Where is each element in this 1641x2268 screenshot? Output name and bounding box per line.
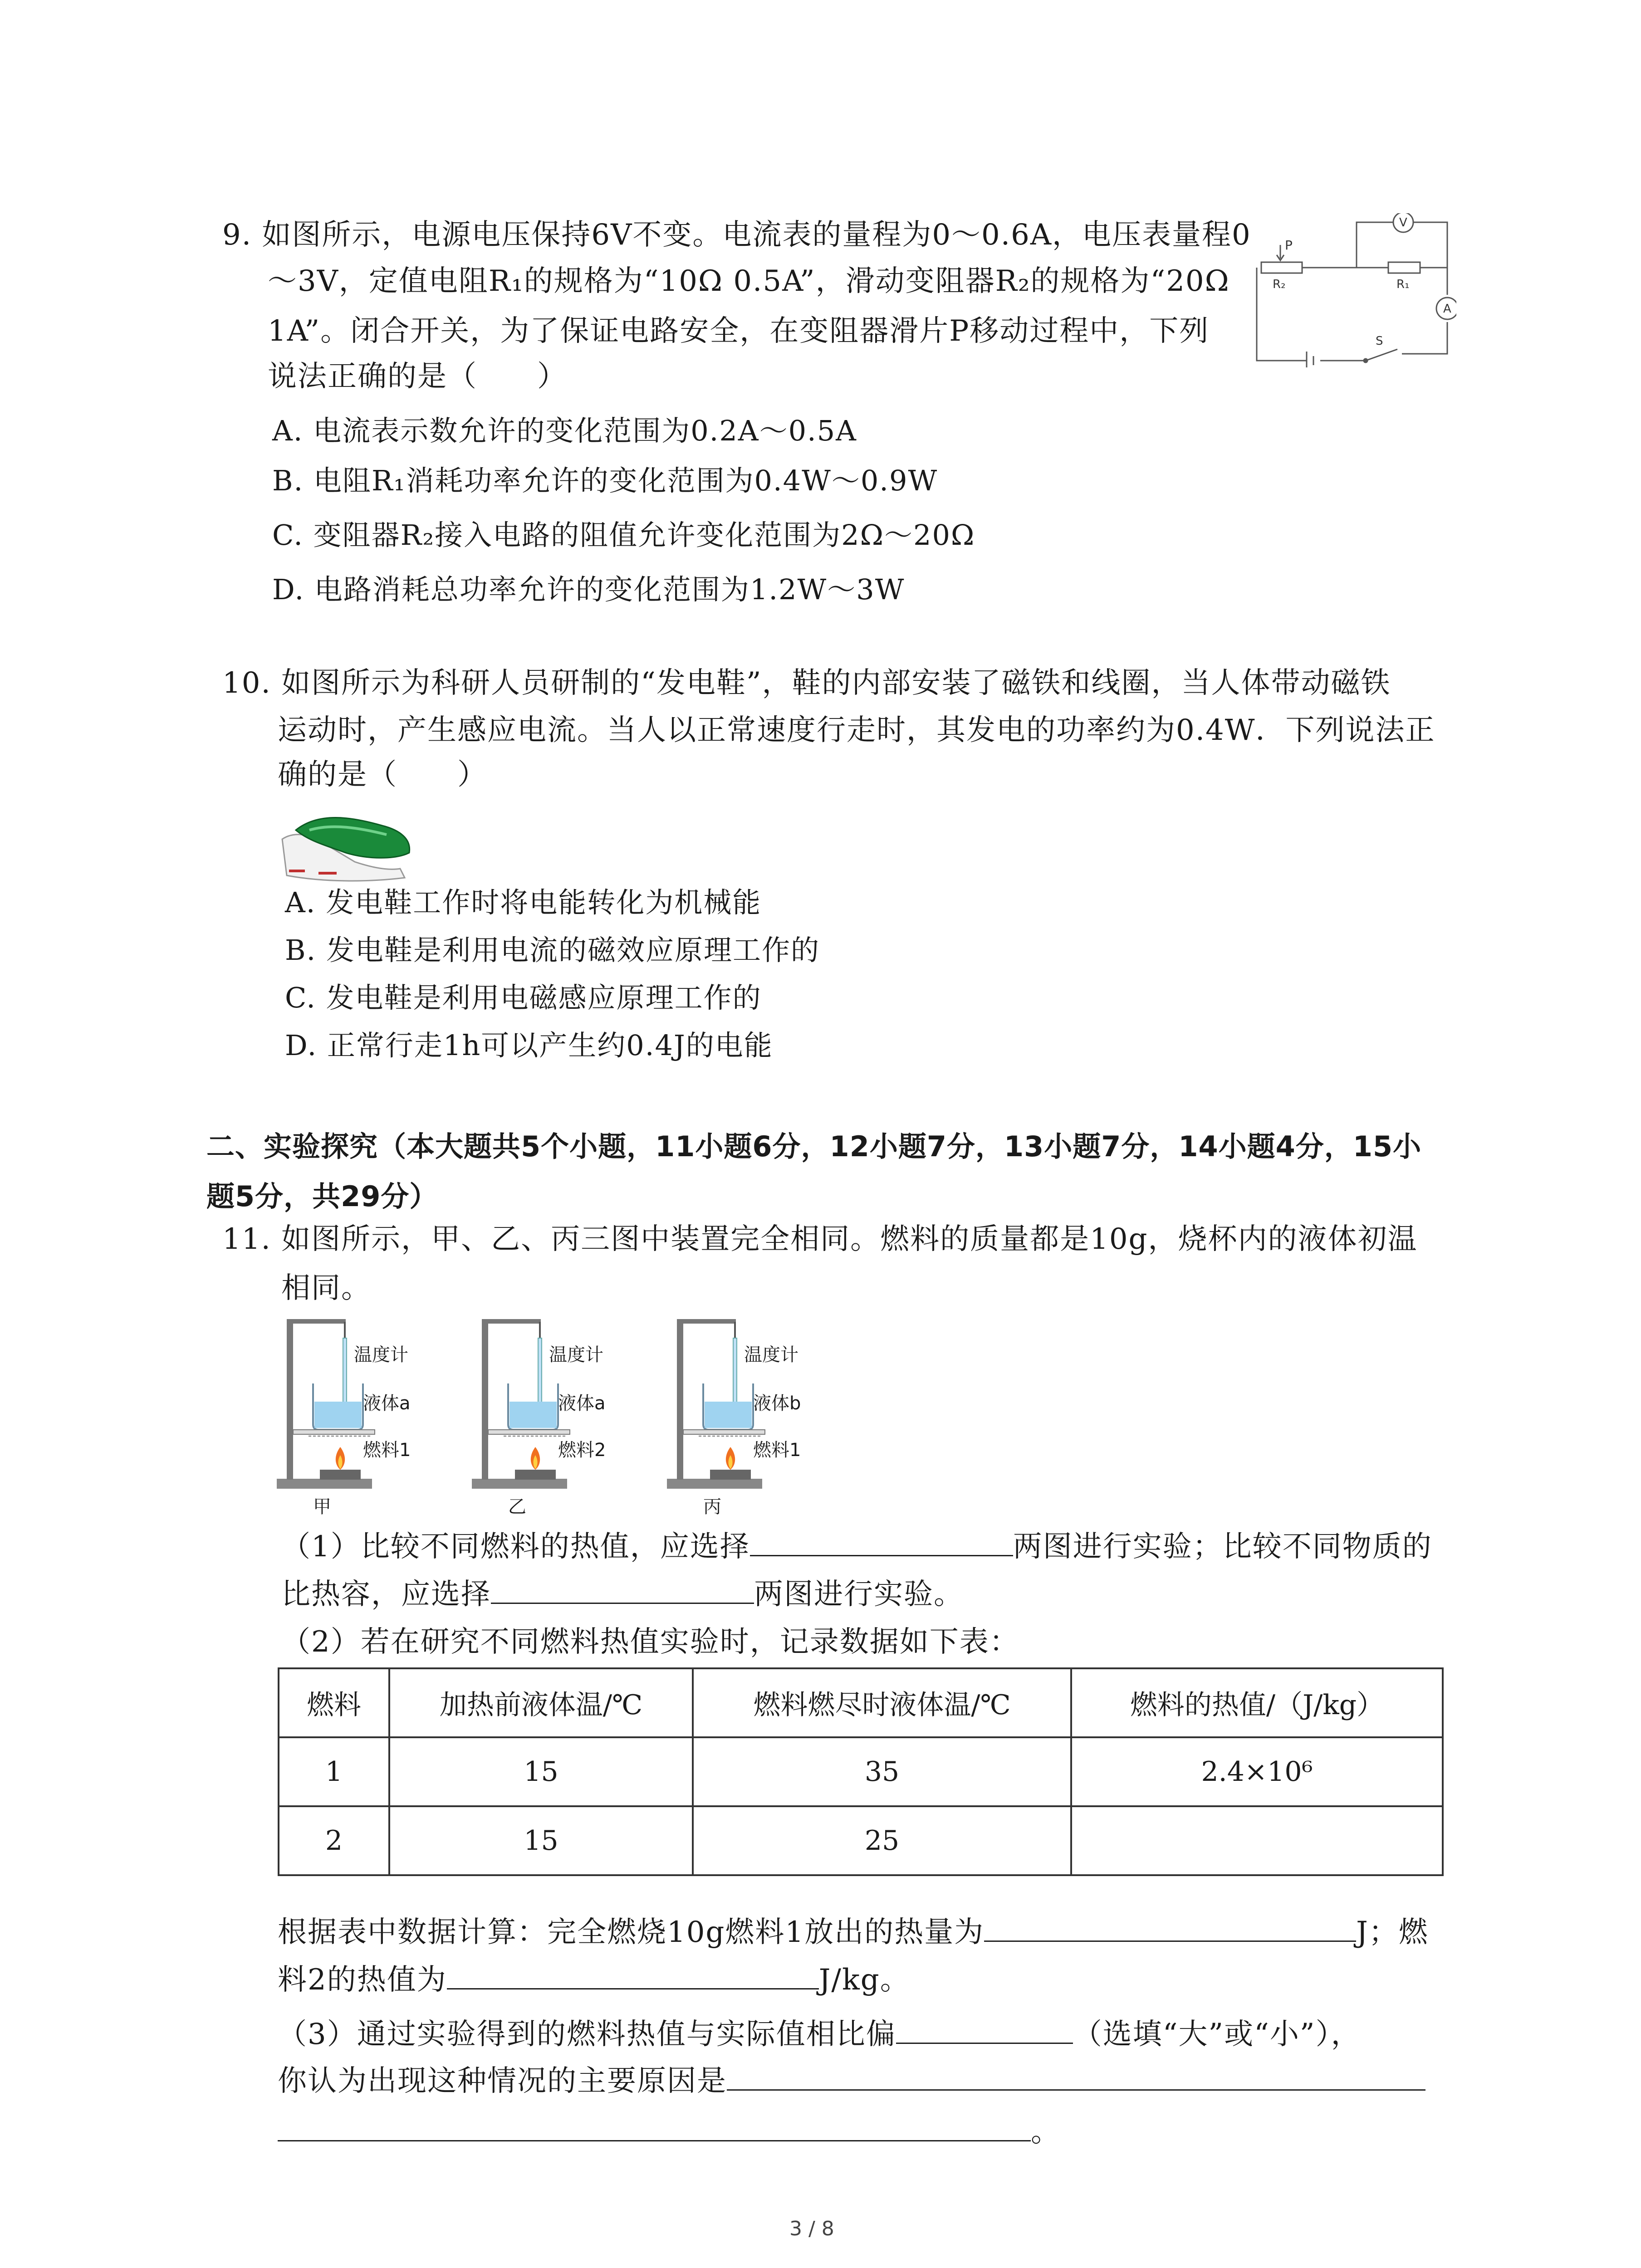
fig1-liquid-label: 液体a xyxy=(363,1393,411,1414)
q10-line-3: 确的是（ ） xyxy=(278,758,487,792)
q11-part3-text-b: （选填“大”或“小”）， xyxy=(1073,2018,1361,2051)
q11-part1-blank-1[interactable] xyxy=(750,1529,1013,1556)
table-cell: 2.4×10⁶ xyxy=(1071,1737,1443,1806)
circuit-label-a: A xyxy=(1443,302,1451,316)
q11-part3-text-d: 。 xyxy=(1031,2115,1061,2149)
q9-option-c: C. 变阻器R₂接入电路的阻值允许变化范围为2Ω～20Ω xyxy=(272,518,975,552)
q11-calc-text-b: J；燃 xyxy=(1356,1916,1429,1949)
fig1-caption: 甲 xyxy=(313,1496,331,1517)
table-header-cell: 燃料的热值/（J/kg） xyxy=(1071,1668,1443,1737)
q11-part1-blank-2[interactable] xyxy=(491,1576,754,1604)
q11-part3-blank-1[interactable] xyxy=(896,2016,1073,2044)
q11-part3-text-c: 你认为出现这种情况的主要原因是 xyxy=(278,2064,727,2098)
q11-part3-line-2 xyxy=(278,2063,1425,2099)
q11-part2-text: （2）若在研究不同燃料热值实验时，记录数据如下表： xyxy=(281,1625,1019,1659)
q11-line-1: 11. 如图所示，甲、乙、丙三图中装置完全相同。燃料的质量都是10g，烧杯内的液体初温 xyxy=(222,1222,1418,1256)
q9-option-a: A. 电流表示数允许的变化范围为0.2A～0.5A xyxy=(272,414,857,447)
q11-part3-blank-3[interactable] xyxy=(278,2114,1031,2141)
fig3-caption: 丙 xyxy=(703,1496,721,1517)
fig2-caption: 乙 xyxy=(508,1496,526,1517)
fig1-fuel-label: 燃料1 xyxy=(363,1440,411,1461)
fig1-thermometer-label: 温度计 xyxy=(354,1344,408,1365)
q11-part1-text-a: （1）比较不同燃料的热值，应选择 xyxy=(281,1530,750,1564)
table-cell: 35 xyxy=(693,1737,1071,1806)
power-shoe-image xyxy=(278,803,414,885)
fig2-liquid-label: 液体a xyxy=(558,1393,606,1414)
q10-line-2: 运动时，产生感应电流。当人以正常速度行走时，其发电的功率约为0.4W．下列说法正 xyxy=(278,714,1435,747)
q10-line-1: 10. 如图所示为科研人员研制的“发电鞋”，鞋的内部安装了磁铁和线圈，当人体带动磁铁 xyxy=(222,666,1391,700)
q11-calc-text-d: J/kg。 xyxy=(818,1963,910,1997)
circuit-label-r1: R₁ xyxy=(1396,278,1410,291)
fuel-data-table xyxy=(278,1667,1444,1876)
q9-line-1: 9. 如图所示，电源电压保持6V不变。电流表的量程为0～0.6A，电压表量程0 xyxy=(222,218,1251,252)
q11-calc-text-c: 料2的热值为 xyxy=(278,1963,447,1997)
circuit-label-p: P xyxy=(1285,238,1293,253)
q11-part1-text-d: 两图进行实验。 xyxy=(754,1578,964,1611)
q10-option-a: A. 发电鞋工作时将电能转化为机械能 xyxy=(285,886,762,919)
q11-part1-line-2 xyxy=(281,1576,964,1613)
table-cell: 15 xyxy=(389,1806,693,1875)
table-header-cell: 燃料燃尽时液体温/℃ xyxy=(693,1668,1071,1737)
fig2-fuel-label: 燃料2 xyxy=(558,1440,606,1461)
q10-option-c: C. 发电鞋是利用电磁感应原理工作的 xyxy=(285,981,762,1014)
table-row xyxy=(279,1737,1443,1806)
q11-calc-blank-1[interactable] xyxy=(984,1914,1356,1942)
q11-part1-text-b: 两图进行实验；比较不同物质的 xyxy=(1013,1530,1432,1564)
table-cell: 1 xyxy=(279,1737,389,1806)
q9-option-b: B. 电阻R₁消耗功率允许的变化范围为0.4W～0.9W xyxy=(272,464,938,497)
q10-option-d: D. 正常行走1h可以产生约0.4J的电能 xyxy=(285,1029,773,1062)
table-row xyxy=(279,1806,1443,1875)
fig2-thermometer-label: 温度计 xyxy=(549,1344,603,1365)
circuit-label-v: V xyxy=(1399,216,1407,230)
q10-option-b: B. 发电鞋是利用电流的磁效应原理工作的 xyxy=(285,934,820,967)
q9-line-2: ～3V，定值电阻R₁的规格为“10Ω 0.5A”，滑动变阻器R₂的规格为“20Ω xyxy=(268,264,1230,298)
q9-line-4: 说法正确的是（ ） xyxy=(268,360,567,393)
circuit-label-r2: R₂ xyxy=(1273,278,1286,291)
q11-part3-text-a: （3）通过实验得到的燃料热值与实际值相比偏 xyxy=(278,2018,896,2051)
fig3-thermometer-label: 温度计 xyxy=(744,1344,798,1365)
page-number: 3 / 8 xyxy=(789,2217,834,2240)
q11-calc-line-1 xyxy=(278,1914,1429,1950)
q11-part1-text-c: 比热容，应选择 xyxy=(281,1578,491,1611)
fig3-fuel-label: 燃料1 xyxy=(753,1440,801,1461)
q11-calc-text-a: 根据表中数据计算：完全燃烧10g燃料1放出的热量为 xyxy=(278,1916,985,1949)
q11-part3-blank-2[interactable] xyxy=(727,2063,1425,2091)
q9-line-3: 1A”。闭合开关，为了保证电路安全，在变阻器滑片P移动过程中，下列 xyxy=(268,314,1210,348)
section-2-heading-line-1: 二、实验探究（本大题共5个小题，11小题6分，12小题7分，13小题7分，14小题4分，15小 xyxy=(206,1130,1422,1163)
q11-calc-line-2 xyxy=(278,1962,910,1998)
q11-part1-line-1 xyxy=(281,1529,1432,1565)
q11-calc-blank-2[interactable] xyxy=(447,1962,819,1989)
table-cell: 2 xyxy=(279,1806,389,1875)
q11-line-2: 相同。 xyxy=(281,1271,371,1305)
table-header-cell: 加热前液体温/℃ xyxy=(389,1668,693,1737)
circuit-diagram xyxy=(1252,213,1456,367)
table-header-row xyxy=(279,1668,1443,1737)
circuit-label-s: S xyxy=(1376,334,1383,348)
q9-option-d: D. 电路消耗总功率允许的变化范围为1.2W～3W xyxy=(272,573,905,606)
table-cell: 15 xyxy=(389,1737,693,1806)
table-header-cell: 燃料 xyxy=(279,1668,389,1737)
q11-part3-line-3 xyxy=(278,2114,1061,2150)
table-cell: 25 xyxy=(693,1806,1071,1875)
section-2-heading-line-2: 题5分，共29分） xyxy=(206,1180,438,1213)
q11-part3-line-1 xyxy=(278,2016,1361,2053)
fig3-liquid-label: 液体b xyxy=(753,1393,801,1414)
table-cell-answer[interactable] xyxy=(1071,1806,1443,1875)
